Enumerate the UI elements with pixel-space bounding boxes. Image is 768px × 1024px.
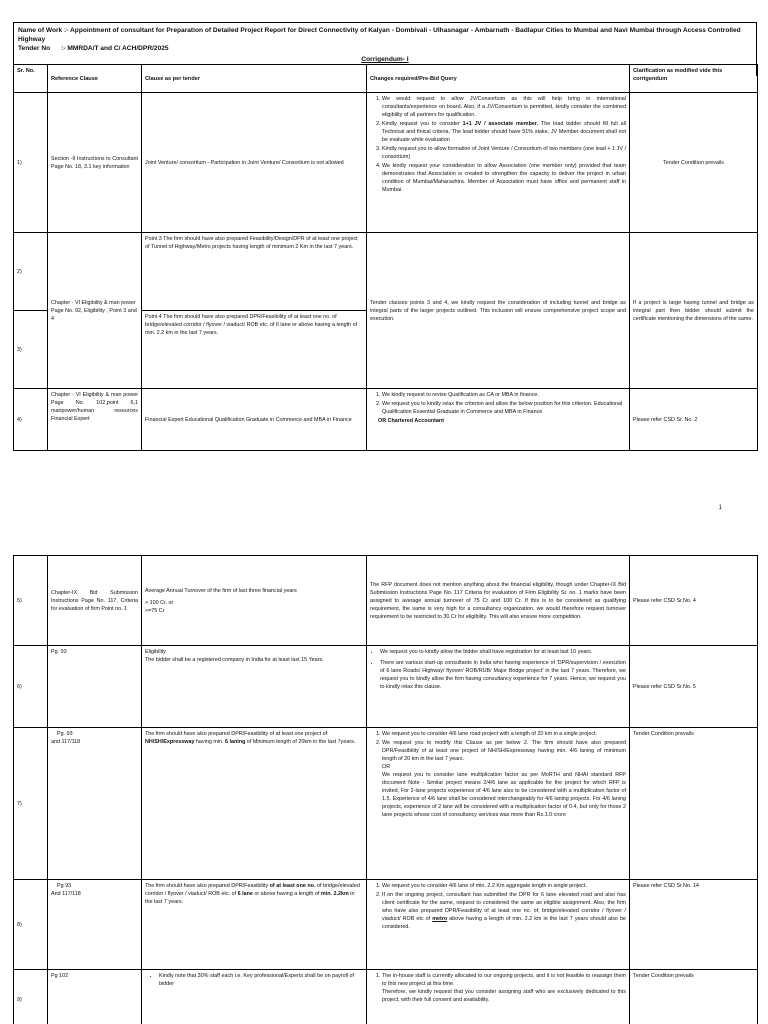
reference-clause (48, 728, 142, 880)
col-sr-no: Sr. No. (14, 65, 48, 93)
reference-clause: Chapter - VI Eligibility & man power Page No. 92, Eligibility , Point 3 and 4 (48, 233, 142, 389)
query-item: 4. We kindly request your consideration to allow Association (one member only) provided that team demonstrates that Association is created to strengthen the capacity to deliver the project in urban condition of Mumbai/Maharashtra. Member of Association must have office and permanent staff in Mumbai. (382, 162, 626, 194)
clarification: Tender Condition prevails (630, 93, 758, 233)
query-item: 1. We request you to consider 4/6 lane road project with a length of 20 km in a single project. (382, 730, 626, 738)
clarification: Please refer CSD Sr. No. 2 (630, 389, 758, 451)
tender-clause: The firm should have also prepared DPR/Feasibility of at least one project of NH/SH/Expressway having min. 6 laning of Minimum length of 20km in the last 7years. (142, 728, 367, 880)
pre-bid-query (367, 880, 630, 970)
table-row (14, 389, 758, 451)
pre-bid-query (367, 728, 630, 880)
document-page-2 (0, 545, 768, 1024)
clause-text: > 100 Cr. or (145, 599, 174, 606)
clause-text: Average Annual Turnover of the firm of last three financial years (145, 587, 297, 594)
sr-no: 9) (14, 970, 48, 1024)
table-row (14, 880, 758, 970)
query-item: 1. We kindly request to revise Qualification as CA or MBA in finance. (382, 391, 626, 399)
pre-bid-query (367, 970, 630, 1024)
query-item: 3. Kindly request you to allow formation of Joint Venture / Consortium of two members (one lead + 1 JV / consortium) (382, 145, 626, 161)
query-or-option: OR Chartered Accountant (378, 418, 444, 424)
ref-text: Pg. 93 (57, 731, 73, 737)
reference-clause (48, 880, 142, 970)
tender-clause: The firm should have also prepared DPR/Feasibility of at least one no. of bridge/elevated corridor / flyover / viaduct/ ROB etc. of 6 lane or above having a length of min. 2.2km in the last 7 years. (142, 880, 367, 970)
ref-text: Pg 93 (57, 883, 72, 889)
tender-clause: Financial Expert Educational Qualification Graduate in Commerce and MBA in Finance (142, 389, 367, 451)
table-row (14, 646, 758, 728)
tender-clause: Joint Venture/ consortium - Participation in Joint Venture/ Consortium is not allowed (142, 93, 367, 233)
col-changes-required: Changes required/Pre-Bid Query (367, 65, 630, 93)
table-row (14, 93, 758, 233)
clause-text: The bidder shall be a registered company in India for at least last 15 Years. (145, 657, 324, 663)
reference-clause: Chapter-IX Bid Submission Instructions Page No. 117, Criteria for evaluation of firm Point no. 1 (48, 556, 142, 646)
col-clause-as-per-tender: Clause as per tender (142, 65, 367, 93)
document-page-1 (0, 0, 768, 505)
col-clarification: Clarification as modified vide this corrigendum (630, 65, 758, 93)
query-item: 2. Kindly request you to consider 1+1 JV / associate member. The lead bidder should fill full all Technical and finical criteria. The lead bidder should have 51% stake, JV Member document shall not be evaluate while evaluation (382, 120, 626, 144)
tender-clause-point-4: Point 4 The firm should have also prepared DPR/Feasibility of at least one no. of bridge/elevated corridor / flyover / viaduct/ ROB etc. of 6 lane or above having a length of min. 2.2 km in the last 7 years. (142, 311, 367, 389)
table-row (14, 970, 758, 1024)
tender-clause (142, 970, 367, 1024)
clause-text: >=75 Cr (145, 607, 165, 614)
clarification: Tender Condition prevails (630, 728, 758, 880)
table-row (14, 233, 758, 311)
ref-text: And 117/118 (51, 891, 81, 897)
query-item: 1. We request you to consider 4/6 lane of min. 2.2 Km aggregate length in single project. (382, 882, 626, 890)
pre-bid-query: Tender clauses points 3 and 4, we kindly request the consideration of including tunnel and bridge as integral parts of the larger projects outlined. This inclusion will ensure comprehensive project scope and execution. (367, 233, 630, 389)
clarification: Please refer CSD Sr.No. 5 (630, 646, 758, 728)
reference-clause: Pg. 93 (48, 646, 142, 728)
sr-no: 2) (14, 233, 48, 311)
ref-text: and 117/118 (51, 739, 81, 745)
pre-bid-query (367, 646, 630, 728)
tender-clause (142, 646, 367, 728)
clause-text: Eligibility (145, 649, 166, 655)
name-of-work: Name of Work :- Appointment of consultant for Preparation of Detailed Project Report for Direct Connectivity of Kalyan - Dombivali - Ulhasnagar - Ambarnath - Badlapur Cities to Mumbai and Navi Mumbai through Access Controlled Highway (18, 27, 741, 43)
sr-no: 4) (14, 389, 48, 451)
query-item: • There are various start-up consultants in India who having experience of 'DPR/supervision / execution of 6 lane Roads/ Highway/ flyover/ ROB/RUB/ Major Bridge project' in the last 7 years. Therefore, we request you to kindly allow the firm having consultancy experience for 7 years. Hence, we request you to kindly relax this clause. (380, 659, 626, 691)
sr-no: 1) (14, 93, 48, 233)
page-number: 1 (718, 505, 722, 511)
reference-clause: Chapter - VI Eligibility & man power Page No. 102,point 6,1 manpower/human resources Financial Expert (48, 389, 142, 451)
sr-no: 5) (14, 556, 48, 646)
clarification: Please refer CSD Sr.No. 4 (630, 556, 758, 646)
corrigendum-table-page-1 (13, 64, 758, 451)
pre-bid-query: The RFP document does not mention anything about the financial eligibility, though under Chapter-IX Bid Submission Instructions Page No. 117 Criteria for evaluation of Firm Eligibility Sr. no. 1 marks have been assigned to average annual turnover of 75 Cr and 100 Cr. If this is to be considered as qualifying requirement, the same is very high for a consultancy organization. we would therefore request turnover requirement to be restricted to 30 Cr for eligibility. This will also ensure more competition. (367, 556, 630, 646)
sr-no: 7) (14, 728, 48, 880)
clarification: Please refer CSD Sr.No. 14 (630, 880, 758, 970)
query-item: 2. If on the ongoing project, consultant has submitted the DPR for 6 lane elevated road and also has client certificate for the same, request to considered the same as eligible assignment. Also, the firm who have also prepared DPR/Feasibility of at least one no. of, bridge/elevated corridor / flyover / viaduct/ ROB etc of metro above having a length of min. 2.2 km in the last 7 years should also be considered. (382, 891, 626, 931)
tender-clause (142, 556, 367, 646)
clause-item: • Kindly note that 30% staff each i.e. Key professional/Experts shall be on payroll of bidder (159, 972, 363, 988)
query-item: • We request you to kindly allow the bidder shall have registration for at least last 10 years. (380, 648, 626, 656)
tender-clause-point-3: Point 3 The firm should have also prepared Feasibility/Design/DPR of at least one project of Tunnel of Highway/Metro projects having length of minimum 2 Km in the last 7 years. (142, 233, 367, 311)
pre-bid-query (367, 389, 630, 451)
corrigendum-table-page-2 (13, 555, 758, 1024)
tender-number: Tender No :- MMRDA/T and C/ ACH/DPR/2025 (18, 45, 169, 52)
query-item: 1. The in-house staff is currently allocated to our ongoing projects, and it is not feasible to reassign them to this new project at this time. Therefore, we kindly request that you consider assigning staff who are exclusively dedicated to this project, with their full consent and availability. (382, 972, 626, 1004)
sr-no: 3) (14, 311, 48, 389)
pre-bid-query (367, 93, 630, 233)
corrigendum-title: Corrigendum- I (361, 56, 409, 63)
clarification: Tender Condition prevails (630, 970, 758, 1024)
table-row (14, 556, 758, 646)
sr-no: 6) (14, 646, 48, 728)
col-reference-clause: Reference Clause (48, 65, 142, 93)
sr-no: 8) (14, 880, 48, 970)
reference-clause: Pg 102 (48, 970, 142, 1024)
clarification: If a project is large having tunnel and bridge as integral part then bidder should submit the certificate mentioning the dimensions of the same. (630, 233, 758, 389)
table-row (14, 728, 758, 880)
query-item: 2. We request you to modify this Clause as per below 2. The firm should have also prepared DPR/Feasibility of at least one project of NH/SH/Expressway having min. 4/6 laning of minimum length of 20 km in the last 7 years. OR We request you to consider lane multiplication factor as per MoRTH and NHAI standard RFP document Note - Similar project means 2/4/6 lane as applicable for the project for which RFP is invited, For 2-lane projects experience of 4/6 lane also to be considered with a multiplication factor of 1.5. Experience of 4/6 lane shall be considered interchangeably for 4/6 laning projects. For 4/6 laning projects, experience of 2 lane will be considered with a multiplication factor of 0.4, but only for those 2 lane projects whose cost of consultancy services was more than Rs.1.0 crore (382, 739, 626, 819)
reference-clause: Section -II Instructions to Consultant Page No. 18, 3.1 key information (48, 93, 142, 233)
table-header-row (14, 65, 758, 93)
query-item: 1. We would request to allow JV/Consortium as this will help bring in international consultants/experience on board. Also, if a JV/Consortium is permitted, kindly consider the combined eligibility of all partners for qualification. (382, 95, 626, 119)
query-item: 2. We request you to kindly relax the criterion and allow the below position for this criterion. Educational Qualification Essential Graduate in Commerce and MBA in Finance (382, 400, 626, 416)
